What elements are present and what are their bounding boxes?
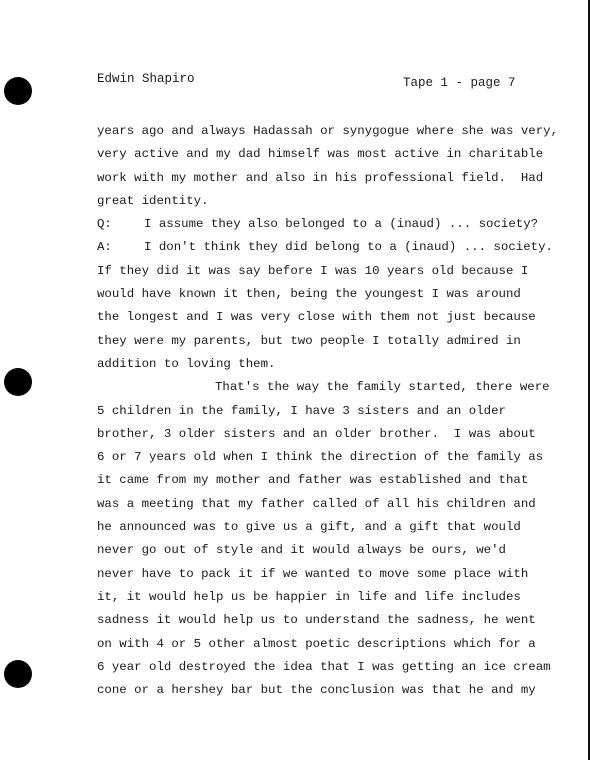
- question-label: Q:: [97, 217, 112, 232]
- text-line: 5 children in the family, I have 3 sisters and an older: [97, 403, 506, 418]
- text-line: If they did it was say before I was 10 years old because I: [97, 263, 529, 278]
- text-line: he announced was to give us a gift, and a gift that would: [97, 520, 521, 535]
- question-text: I assume they also belonged to a (inaud) ... society?: [144, 217, 539, 232]
- text-line: never go out of style and it would always be ours, we'd: [97, 543, 506, 558]
- text-line: sadness it would help us to understand the sadness, he went: [97, 613, 536, 628]
- text-line: the longest and I was very close with them not just because: [97, 310, 536, 325]
- text-line: 6 or 7 years old when I think the direction of the family as: [97, 450, 544, 465]
- text-line: never have to pack it if we wanted to move some place with: [97, 566, 529, 581]
- text-line: years ago and always Hadassah or synygogue where she was very,: [97, 124, 559, 138]
- paragraph-first-line: [97, 376, 550, 399]
- header-name: Edwin Shapiro: [97, 72, 195, 86]
- text-line: very active and my dad himself was most active in charitable: [97, 147, 544, 162]
- text-line: it, it would help us be happier in life and life includes: [97, 589, 521, 604]
- punch-hole: [4, 77, 32, 105]
- punch-hole: [4, 660, 32, 688]
- text-line: 6 year old destroyed the idea that I was getting an ice cream: [97, 659, 551, 674]
- text-line: brother, 3 older sisters and an older brother. I was about: [97, 426, 536, 441]
- text-line: great identity.: [97, 193, 209, 208]
- text-line: on with 4 or 5 other almost poetic descriptions which for a: [97, 636, 536, 651]
- text-line: addition to loving them.: [97, 356, 276, 371]
- text-line: was a meeting that my father called of all his children and: [97, 496, 536, 511]
- transcript-body: [97, 120, 559, 702]
- text-line: would have known it then, being the youngest I was around: [97, 287, 521, 302]
- paragraph-text: That's the way the family started, there were: [215, 380, 550, 395]
- header-page-label: Tape 1 - page 7: [403, 76, 516, 90]
- text-line: it came from my mother and father was established and that: [97, 473, 529, 488]
- text-line: work with my mother and also in his professional field. Had: [97, 170, 544, 185]
- answer-text: I don't think they did belong to a (inaud) ... society.: [144, 240, 553, 255]
- punch-hole: [4, 368, 32, 396]
- answer-line: [97, 236, 553, 259]
- answer-label: A:: [97, 240, 112, 255]
- text-line: cone or a hershey bar but the conclusion was that he and my: [97, 683, 536, 698]
- question-line: [97, 213, 537, 236]
- text-line: they were my parents, but two people I totally admired in: [97, 333, 521, 348]
